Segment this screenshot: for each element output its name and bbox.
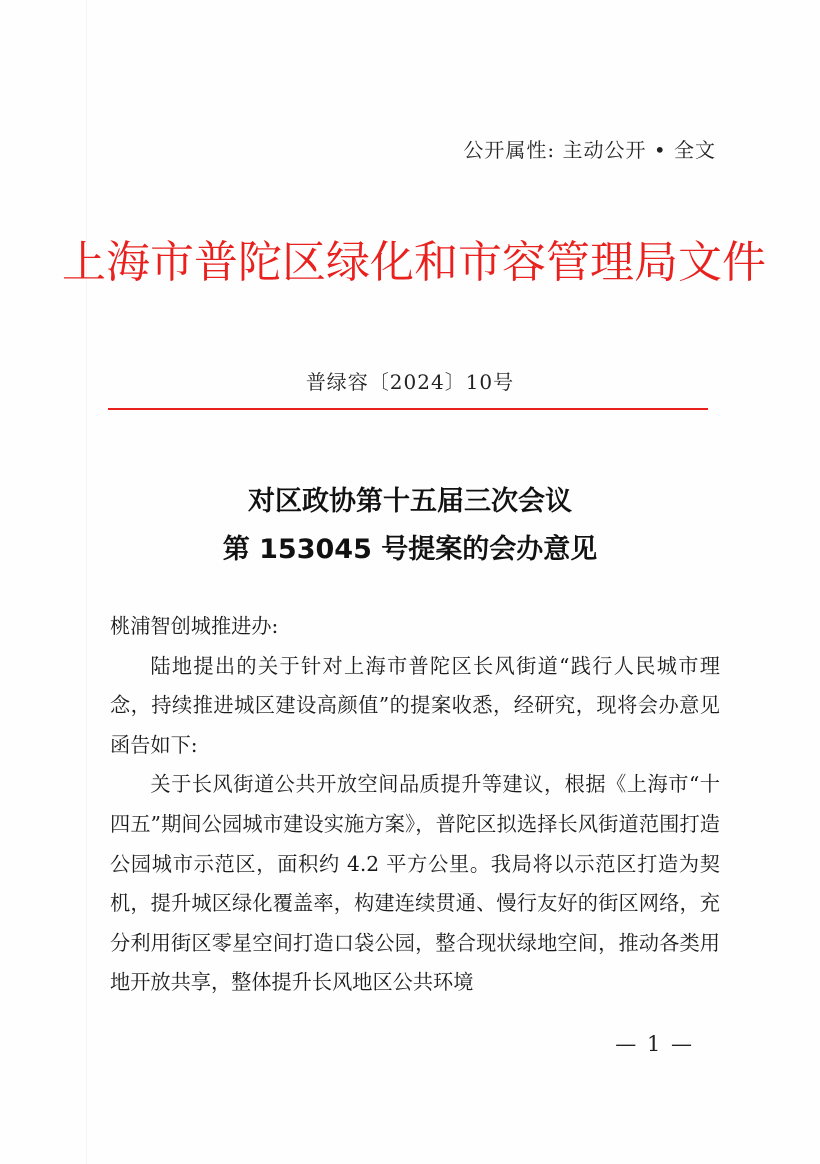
document-number: 普绿容〔2024〕10号 [305, 370, 515, 394]
salutation: 桃浦智创城推进办: [110, 614, 279, 638]
document-title [0, 478, 820, 574]
document-body [110, 607, 720, 1003]
document-title-line-1: 对区政协第十五届三次会议 [248, 486, 572, 517]
page-fold-line [86, 0, 87, 1164]
body-paragraph: 关于长风街道公共开放空间品质提升等建议，根据《上海市“十四五”期间公园城市建设实施方案》，普陀区拟选择长风街道范围打造公园城市示范区，面积约 4.2 平方公里。我局将以示范区打造为契机，提升城区绿化覆盖率，构建连续贯通、慢行友好的街区网络，充分利用街区零星空间打造口袋公园，整合现状绿地空间，推动各类用地开放共享，整体提升长风地区公共环境 [110, 772, 720, 995]
agency-document-header: 上海市普陀区绿化和市容管理局文件 [62, 237, 766, 288]
page-number: — 1 — [615, 1032, 694, 1056]
body-paragraph: 陆地提出的关于针对上海市普陀区长风街道“践行人民城市理念，持续推进城区建设高颜值”的提案收悉，经研究，现将会办意见函告如下: [110, 653, 720, 757]
document-title-line-2: 第 153045 号提案的会办意见 [222, 534, 598, 565]
red-separator-line [108, 408, 708, 410]
disclosure-attribute: 公开属性: 主动公开 • 全文 [463, 138, 716, 162]
